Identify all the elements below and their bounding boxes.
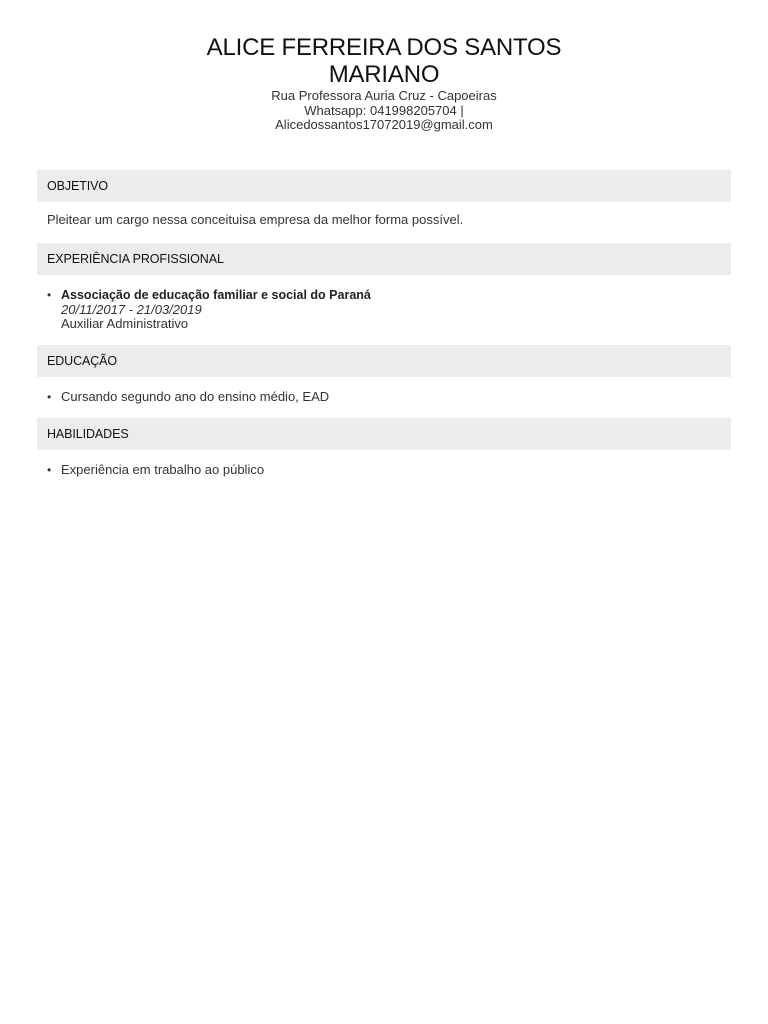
education-list — [37, 377, 731, 405]
candidate-name-line-1: ALICE FERREIRA DOS SANTOS — [206, 34, 562, 61]
experience-item — [37, 275, 731, 332]
experience-section — [37, 243, 731, 332]
experience-title: EXPERIÊNCIA PROFISSIONAL — [37, 243, 731, 275]
bullet-icon: • — [47, 463, 52, 477]
candidate-name-line-2: MARIANO — [328, 61, 440, 88]
candidate-name — [0, 34, 768, 88]
skills-list — [37, 450, 731, 478]
skills-section — [37, 418, 731, 478]
phone: Whatsapp: 041998205704 | — [304, 102, 464, 118]
objective-text: Pleitear um cargo nessa conceituisa empresa da melhor forma possível. — [47, 212, 464, 227]
education-title: EDUCAÇÃO — [37, 345, 731, 377]
skill-item-text: Experiência em trabalho ao público — [61, 462, 265, 477]
bullet-icon: • — [47, 288, 52, 302]
education-item — [37, 377, 731, 405]
address: Rua Professora Auria Cruz - Capoeiras — [271, 88, 497, 103]
education-item-text: Cursando segundo ano do ensino médio, EAD — [61, 389, 330, 404]
bullet-icon: • — [47, 390, 52, 404]
resume-header — [0, 34, 768, 133]
skill-item — [37, 450, 731, 478]
objective-section — [37, 170, 731, 228]
job-company: Associação de educação familiar e social do Paraná — [61, 288, 371, 302]
email: Alicedossantos17072019@gmail.com — [275, 117, 493, 132]
contact-info — [0, 89, 768, 133]
skills-title: HABILIDADES — [37, 418, 731, 450]
job-role: Auxiliar Administrativo — [61, 316, 189, 331]
education-section — [37, 345, 731, 405]
experience-list — [37, 275, 731, 332]
objective-title: OBJETIVO — [37, 170, 731, 202]
job-dates: 20/11/2017 - 21/03/2019 — [61, 301, 202, 317]
